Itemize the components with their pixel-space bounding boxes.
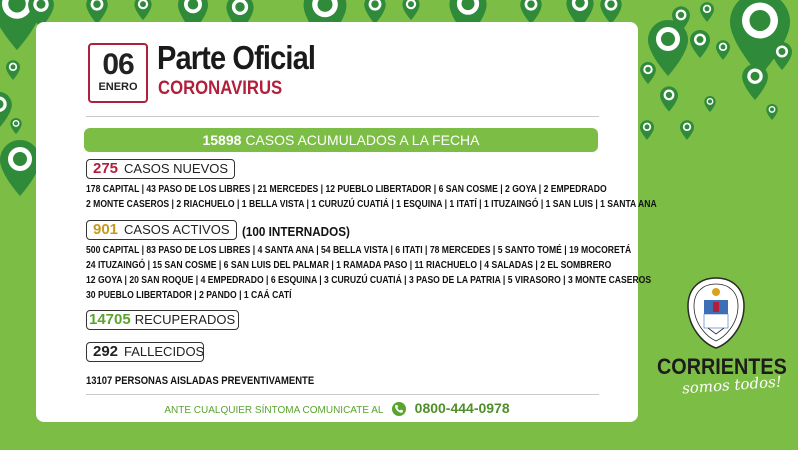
- active-cases-line: 30 PUEBLO LIBERTADOR | 2 PANDO | 1 CAÁ CATÍ: [86, 290, 292, 301]
- page-title: Parte Oficial: [157, 39, 316, 76]
- active-cases-line: 12 GOYA | 20 SAN ROQUE | 4 EMPEDRADO | 6 ESQUINA | 3 CURUZÚ CUATIÁ | 3 PASO DE LA PATRIA | 5 VIRASORO | 3 MONTE CASEROS: [86, 275, 652, 286]
- active-cases-number: 901: [93, 221, 119, 238]
- phone-icon: [392, 402, 406, 416]
- footer-text: ANTE CUALQUIER SÍNTOMA COMUNICATE AL: [164, 405, 384, 416]
- new-cases-number: 275: [93, 160, 119, 177]
- deaths-label: FALLECIDOS: [124, 344, 205, 359]
- date-day: 06: [102, 48, 134, 81]
- page-subtitle: CORONAVIRUS: [158, 78, 283, 99]
- date-badge: [88, 43, 148, 103]
- report-card: [36, 22, 657, 422]
- recovered-label: RECUPERADOS: [134, 312, 236, 327]
- divider: [86, 116, 599, 117]
- isolated-people: 13107 PERSONAS AISLADAS PREVENTIVAMENTE: [86, 375, 315, 387]
- deaths-badge: [86, 342, 204, 362]
- total-cases-banner: [84, 128, 598, 152]
- active-cases-line: 500 CAPITAL | 83 PASO DE LOS LIBRES | 4 SANTA ANA | 54 BELLA VISTA | 6 ITATI | 78 MERCEDES | 5 SANTO TOMÉ | 19 MOCORETÁ: [86, 245, 632, 256]
- active-cases-badge: [86, 220, 237, 240]
- footer: [36, 400, 638, 416]
- total-cases-label: CASOS ACUMULADOS A LA FECHA: [245, 132, 480, 148]
- date-month: ENERO: [98, 81, 138, 93]
- brand-tagline: somos todos!: [681, 372, 783, 398]
- active-cases-label: CASOS ACTIVOS: [124, 222, 230, 237]
- phone-number: 0800-444-0978: [414, 400, 510, 416]
- deaths-number: 292: [93, 343, 119, 360]
- active-cases-line: 24 ITUZAINGÓ | 15 SAN COSME | 6 SAN LUIS DEL PALMAR | 1 RAMADA PASO | 11 RIACHUELO | 4 SALADAS | 2 EL SOMBRERO: [86, 260, 612, 271]
- recovered-badge: [86, 310, 239, 330]
- total-cases-number: 15898: [202, 132, 242, 148]
- recovered-number: 14705: [89, 311, 131, 328]
- new-cases-label: CASOS NUEVOS: [124, 161, 229, 176]
- provincial-seal: [686, 276, 746, 350]
- new-cases-badge: [86, 159, 235, 179]
- new-cases-line: 178 CAPITAL | 43 PASO DE LOS LIBRES | 21 MERCEDES | 12 PUEBLO LIBERTADOR | 6 SAN COSME | 2 GOYA | 2 EMPEDRADO: [86, 184, 607, 195]
- brand-name: CORRIENTES: [657, 354, 787, 379]
- new-cases-line: 2 MONTE CASEROS | 2 RIACHUELO | 1 BELLA VISTA | 1 CURUZÚ CUATIÁ | 1 ESQUINA | 1 ITATÍ | 1 ITUZAINGÓ | 1 SAN LUIS | 1 SANTA ANA: [86, 199, 657, 210]
- hospitalized-count: (100 INTERNADOS): [242, 224, 350, 239]
- divider: [86, 394, 599, 395]
